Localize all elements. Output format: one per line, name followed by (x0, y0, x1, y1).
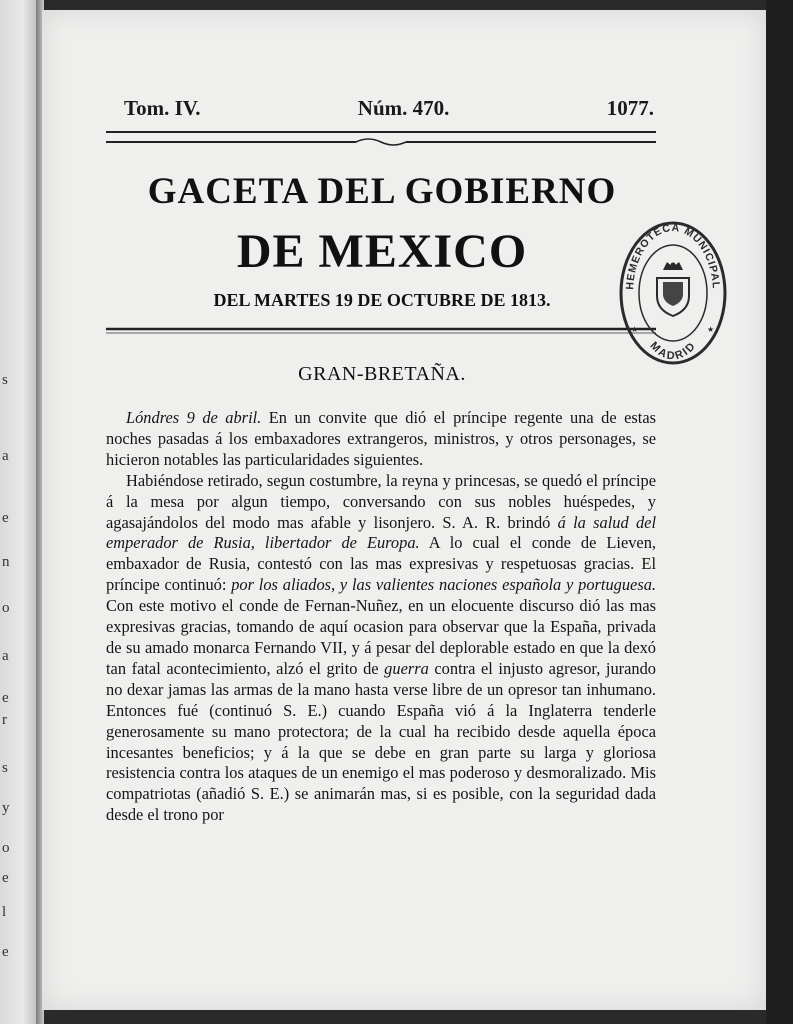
facing-page-fragment: e (2, 944, 9, 960)
article-dateline: Lóndres 9 de abril. (126, 408, 262, 427)
facing-page-fragment: e (2, 870, 9, 886)
coat-of-arms-icon (657, 262, 689, 316)
section-heading: GRAN-BRETAÑA. (298, 363, 466, 385)
masthead-title-line1: GACETA DEL GOBIERNO (147, 171, 617, 212)
facing-page-fragment: e (2, 510, 9, 526)
facing-page-fragment: a (2, 448, 9, 464)
facing-page-fragment: y (2, 800, 10, 816)
article-paragraph (106, 471, 656, 826)
facing-page-fragment: o (2, 600, 10, 616)
header-rule-top (106, 131, 656, 133)
library-stamp (617, 218, 729, 368)
facing-page-fragment: l (2, 904, 7, 920)
facing-page-fragment: a (2, 648, 9, 664)
article-text: Habiéndose retirado, segun costumbre, la reyna y princesas, se quedó el príncipe á la mesa por algun tiempo, conversando con sus nobles huéspedes, y agasajándolos del modo mas afable y lisonjero. S. A. R. brindó (106, 470, 656, 532)
article-text: Con este motivo el conde de Fernan-Nuñez, en un elocuente discurso dió las mas expresivas gracias, tomando de aquí ocasion para observar que la España, privada de su amado monarca Fernando VII, y á pesar del deplorable estado en que la dexó tan fatal acontecimiento, alzó el grito de (106, 596, 656, 678)
facing-page-fragment: n (2, 554, 10, 570)
issue-number: Núm. 470. (357, 96, 450, 120)
facing-page-fragment: s (2, 760, 8, 776)
facing-page-edge (0, 0, 38, 1024)
masthead-dateline: DEL MARTES 19 DE OCTUBRE DE 1813. (213, 290, 551, 310)
article-text: En un convite que dió el príncipe regente una de estas noches pasadas á los embaxadores extrangeros, ministros, y otros personages, se hicieron notables las particularidades siguientes. (106, 408, 657, 469)
stamp-text-top: HEMEROTECA MUNICIPAL (623, 221, 722, 291)
scan-background (766, 0, 793, 1024)
header-rule-ornament (106, 137, 656, 147)
article-text: A lo cual el conde de Lieven, embaxador de Rusia, contestó con las mas expresivas y respetuosas gracias. El príncipe continuó: (106, 533, 656, 595)
facing-page-fragment: s (2, 372, 8, 388)
stamp-text-bottom: MADRID (647, 339, 699, 363)
masthead-title-line2: DE MEXICO (236, 225, 528, 278)
article-body (106, 408, 656, 826)
article-paragraph (106, 408, 656, 471)
facing-page-fragment: r (2, 712, 7, 728)
article-text: contra el injusto agresor, jurando no dexar jamas las armas de la mano hasta verse libre de un opresor tan inhumano. Entonces fué (continuó S. E.) cuando España vió á la Inglaterra tenderle generosamente su mano protectora; de la cual ha recibido desde aquella época incesantes beneficios; y á la que se debe en gran parte su larga y gloriosa resistencia contra los ataques de un enemigo el mas poderoso y desmoralizado. Mis compatriotas (añadió S. E.) se animarán mas, si es posible, con la seguridad dada desde el trono por (106, 658, 656, 825)
page-header (124, 96, 654, 121)
article-emphasis: á la salud del emperador de Rusia, libertador de Europa. (106, 512, 656, 553)
facing-page-fragment: o (2, 840, 10, 856)
newspaper-page (42, 10, 766, 1010)
facing-page-fragment: e (2, 690, 9, 706)
svg-text:HEMEROTECA MUNICIPAL (624, 222, 722, 290)
stamp-star-icon: ★ (707, 325, 715, 334)
volume-label: Tom. IV. (124, 96, 201, 120)
page-number: 1077. (606, 96, 654, 120)
article-emphasis: por los aliados, y las valientes naciones española y portuguesa. (231, 575, 656, 595)
dateline-rule (106, 326, 656, 336)
stamp-star-icon: ★ (631, 325, 639, 334)
article-emphasis: guerra (384, 658, 429, 678)
